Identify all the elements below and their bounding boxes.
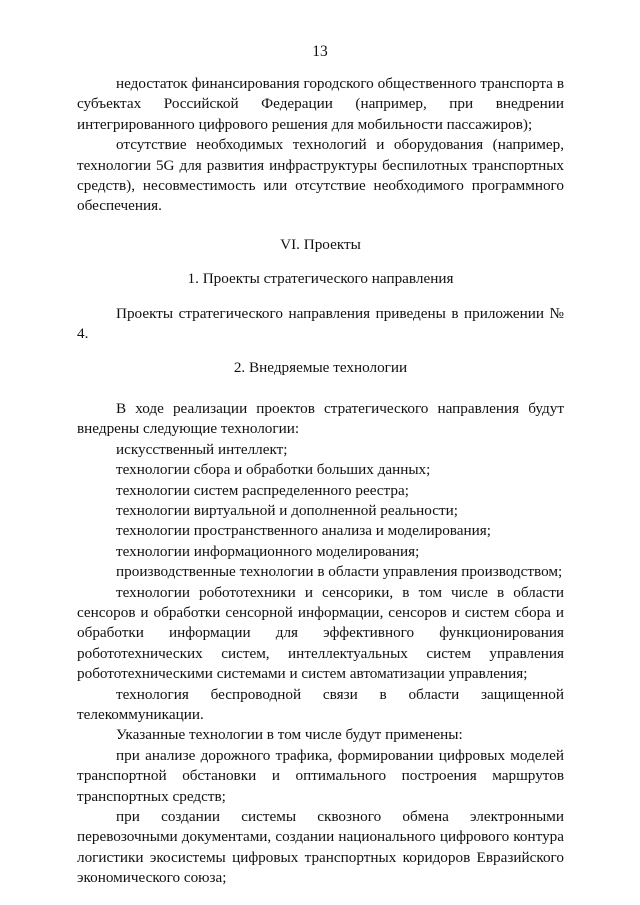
list-item-technology: технологии пространственного анализа и моделирования; [116,522,491,540]
section-title: VI. Проекты [280,235,361,253]
list-item-technology: технологии систем распределенного реестра; [116,481,409,499]
paragraph-technologies-intro: В ходе реализации проектов стратегического направления будут внедрены следующие технологии: [77,399,564,438]
list-item-application: при создании системы сквозного обмена электронными перевозочными документами, создании национального цифрового контура логистики экосистемы цифровых транспортных коридоров Евразийского экономического союза; [77,808,564,887]
list-item-technology: технологии информационного моделирования; [116,542,420,560]
subsection-title-technologies: 2. Внедряемые технологии [233,359,408,377]
list-item-technology: технологии виртуальной и дополненной реальности; [116,501,459,519]
list-item-technology: искусственный интеллект; [116,440,288,458]
paragraph-applied-intro: Указанные технологии в том числе будут применены: [116,726,463,744]
list-item-technology: технология беспроводной связи в области защищенной телекоммуникации. [77,685,564,723]
subsection-title-strategic-projects: 1. Проекты стратегического направления [187,270,454,288]
list-item-application: при анализе дорожного трафика, формировании цифровых моделей транспортной обстановки и оптимального построения маршрутов транспортных средств; [77,746,564,805]
page-body [77,74,564,889]
paragraph-funding: недостаток финансирования городского общественного транспорта в субъектах Российской Федерации (например, при внедрении интегрированного цифрового решения для мобильности пассажиров); [77,75,564,133]
list-item-technology: технологии сбора и обработки больших данных; [116,461,431,479]
list-item-technology: технологии робототехники и сенсорики, в том числе в области сенсоров и обработки сенсорной информации, сенсоров и систем сбора и обработки информации для эффективного функционирования робототехнических систем, интеллектуальных систем управления робототехническими системами и систем автоматизации управления; [77,583,564,683]
list-item-technology: производственные технологии в области управления производством; [116,563,563,581]
paragraph-appendix-reference: Проекты стратегического направления приведены в приложении № 4. [77,304,564,343]
paragraph-technologies-lack: отсутствие необходимых технологий и оборудования (например, технологии 5G для развития инфраструктуры беспилотных транспортных средств), несовместимость или отсутствие необходимого программного обеспечения. [77,136,564,215]
page-number: 13 [312,43,328,60]
